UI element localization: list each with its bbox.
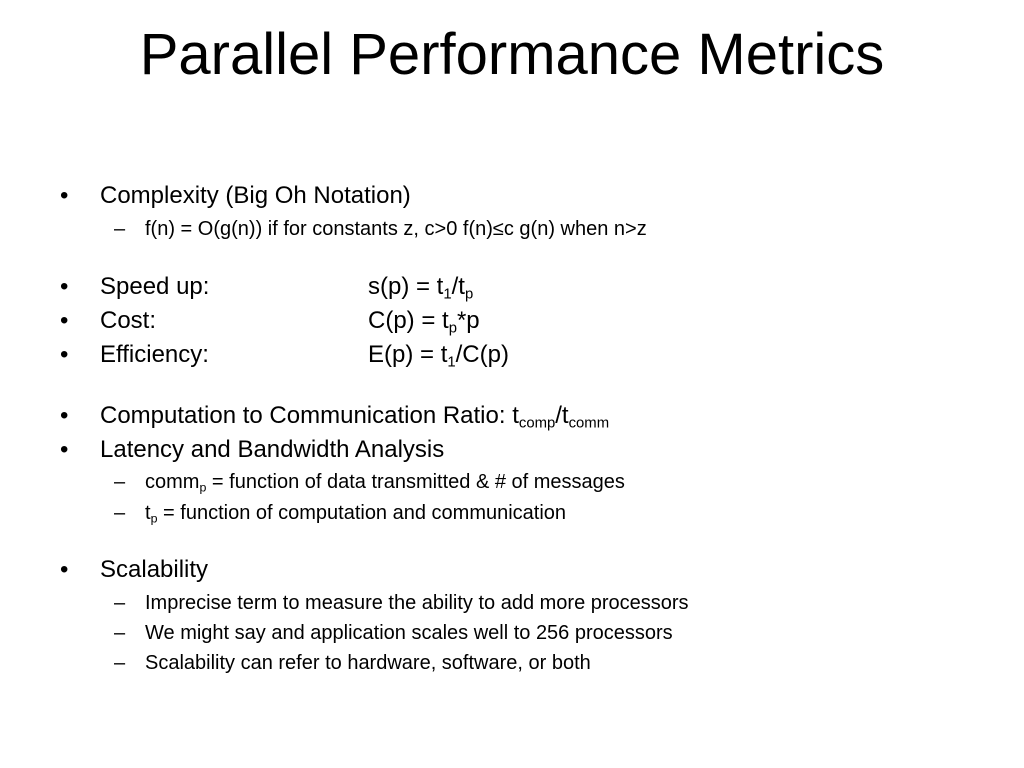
scalability-label: Scalability: [100, 556, 209, 583]
complexity-definition: f(n) = O(g(n)) if for constants z, c>0 f(n)≤c g(n) when n>z: [145, 218, 647, 240]
speedup-formula: $s(p) = t_1/t_p$: [368, 273, 474, 303]
bullet-marker: •: [60, 402, 69, 429]
dash-marker: –: [114, 218, 126, 240]
scalability-point: We might say and application scales well to 256 processors: [145, 622, 673, 644]
dash-marker: –: [114, 652, 126, 674]
dash-marker: –: [114, 471, 126, 493]
dash-marker: –: [114, 622, 126, 644]
comp-comm-ratio-label: Computation to Communication Ratio: $t_{comp}/t_{comm}$: [100, 402, 610, 432]
slide-title: Parallel Performance Metrics: [139, 22, 885, 87]
speedup-label: Speed up:: [100, 273, 210, 300]
scalability-point: Scalability can refer to hardware, software, or both: [145, 652, 591, 674]
bullet-marker: •: [60, 436, 69, 463]
comm-p-definition: comm$_p$ = function of data transmitted & # of messages: [145, 471, 625, 495]
cost-formula: $C(p) = t_p*p$: [368, 307, 480, 337]
efficiency-label: Efficiency:: [100, 341, 209, 368]
bullet-marker: •: [60, 341, 69, 368]
dash-marker: –: [114, 502, 126, 524]
bullet-marker: •: [60, 556, 69, 583]
complexity-label: Complexity (Big Oh Notation): [100, 182, 411, 209]
cost-label: Cost:: [100, 307, 157, 334]
efficiency-formula: $E(p) = t_1/C(p)$: [368, 341, 509, 371]
latency-label: Latency and Bandwidth Analysis: [100, 436, 445, 463]
dash-marker: –: [114, 592, 126, 614]
bullet-marker: •: [60, 273, 69, 300]
bullet-marker: •: [60, 182, 69, 209]
bullet-marker: •: [60, 307, 69, 334]
scalability-point: Imprecise term to measure the ability to add more processors: [145, 592, 689, 614]
t-p-definition: $t_p$ = function of computation and communication: [145, 502, 567, 526]
